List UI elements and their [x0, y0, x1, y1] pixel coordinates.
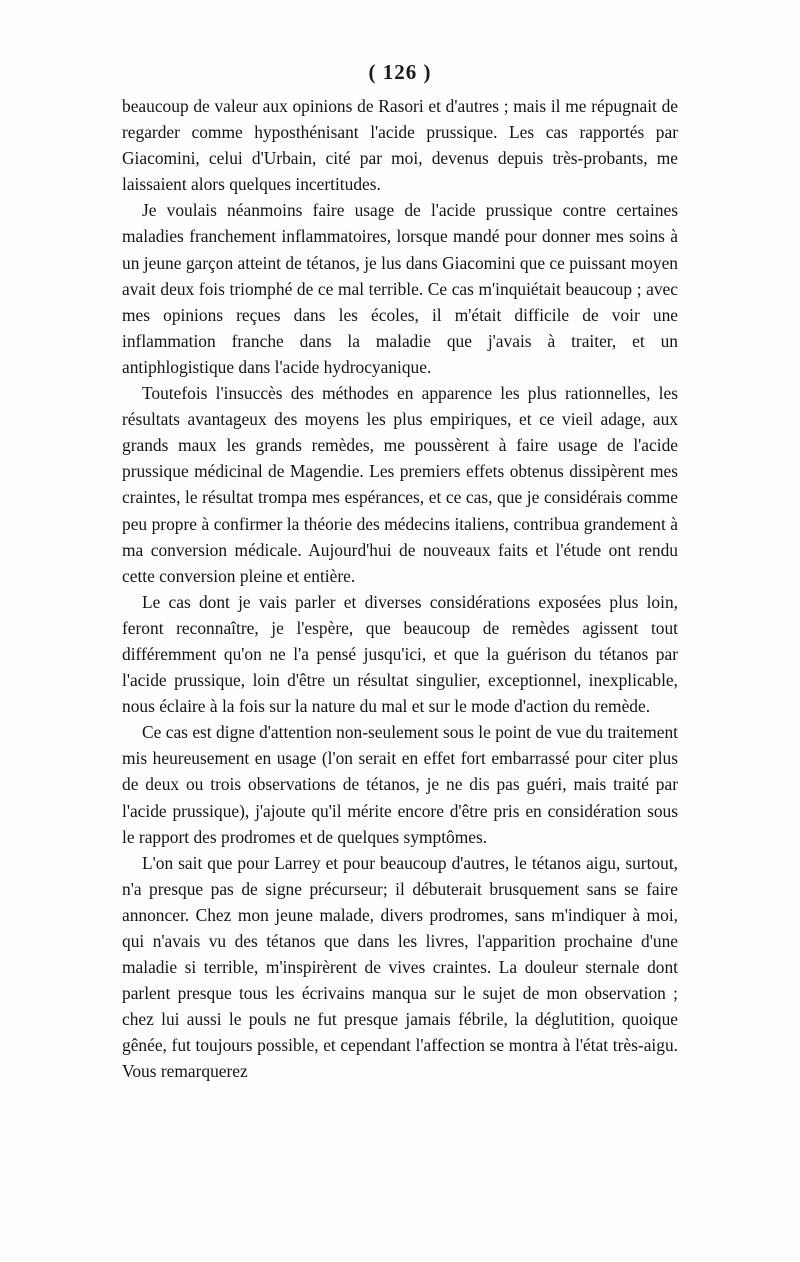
page-number: ( 126 ) — [368, 60, 432, 84]
paragraph: Ce cas est digne d'attention non-seulement sous le point de vue du traitement mis heureusement en usage (l'on serait en effet fort embarrassé pour citer plus de deux ou trois observations de tétanos, je ne dis pas guéri, mais traité par l'acide prussique), j'ajoute qu'il mérite encore d'être pris en considération sous le rapport des prodromes et de quelques symptômes. — [122, 722, 678, 847]
paragraph: Je voulais néanmoins faire usage de l'acide prussique contre certaines maladies franchement inflammatoires, lorsque mandé pour donner mes soins à un jeune garçon atteint de tétanos, je lus dans Giacomini que ce puissant moyen avait deux fois triomphé de ce mal terrible. Ce cas m'inquiétait beaucoup ; avec mes opinions reçues dans les écoles, il m'était difficile de voir une inflammation franche dans la maladie que j'avais à traiter, et un antiphlogistique dans l'acide hydrocyanique. — [122, 200, 678, 377]
paragraph: Toutefois l'insuccès des méthodes en apparence les plus rationnelles, les résultats avantageux des moyens les plus empiriques, et ce vieil adage, aux grands maux les grands remèdes, me poussèrent à faire usage de l'acide prussique médicinal de Magendie. Les premiers effets obtenus dissipèrent mes craintes, le résultat trompa mes espérances, et ce cas, que je considérais comme peu propre à confirmer la théorie des médecins italiens, contribua grandement à ma conversion médicale. Aujourd'hui de nouveaux faits et l'étude ont rendu cette conversion pleine et entière. — [122, 383, 678, 586]
body-text — [122, 93, 678, 1085]
paragraph-continued: beaucoup de valeur aux opinions de Rasori et d'autres ; mais il me répugnait de regarder comme hyposthénisant l'acide prussique. Les cas rapportés par Giacomini, celui d'Urbain, cité par moi, devenus depuis très-probants, me laissaient alors quelques incertitudes. — [122, 96, 678, 195]
paragraph: L'on sait que pour Larrey et pour beaucoup d'autres, le tétanos aigu, surtout, n'a presque pas de signe précurseur; il débuterait brusquement sans se faire annoncer. Chez mon jeune malade, divers prodromes, sans m'indiquer à moi, qui n'avais vu des tétanos que dans les livres, l'apparition prochaine d'une maladie si terrible, m'inspirèrent de vives craintes. La douleur sternale dont parlent presque tous les écrivains manqua sur le sujet de mon observation ; chez lui aussi le pouls ne fut presque jamais fébrile, la déglutition, quoique gênée, fut toujours possible, et cependant l'affection se montra à l'état très-aigu. Vous remarquerez — [122, 852, 678, 1082]
paragraph: Le cas dont je vais parler et diverses considérations exposées plus loin, feront reconnaître, je l'espère, que beaucoup de remèdes agissent tout différemment qu'on ne l'a pensé jusqu'ici, et que la guérison du tétanos par l'acide prussique, loin d'être un résultat singulier, exceptionnel, inexplicable, nous éclaire à la fois sur la nature du mal et sur le mode d'action du remède. — [122, 591, 678, 717]
